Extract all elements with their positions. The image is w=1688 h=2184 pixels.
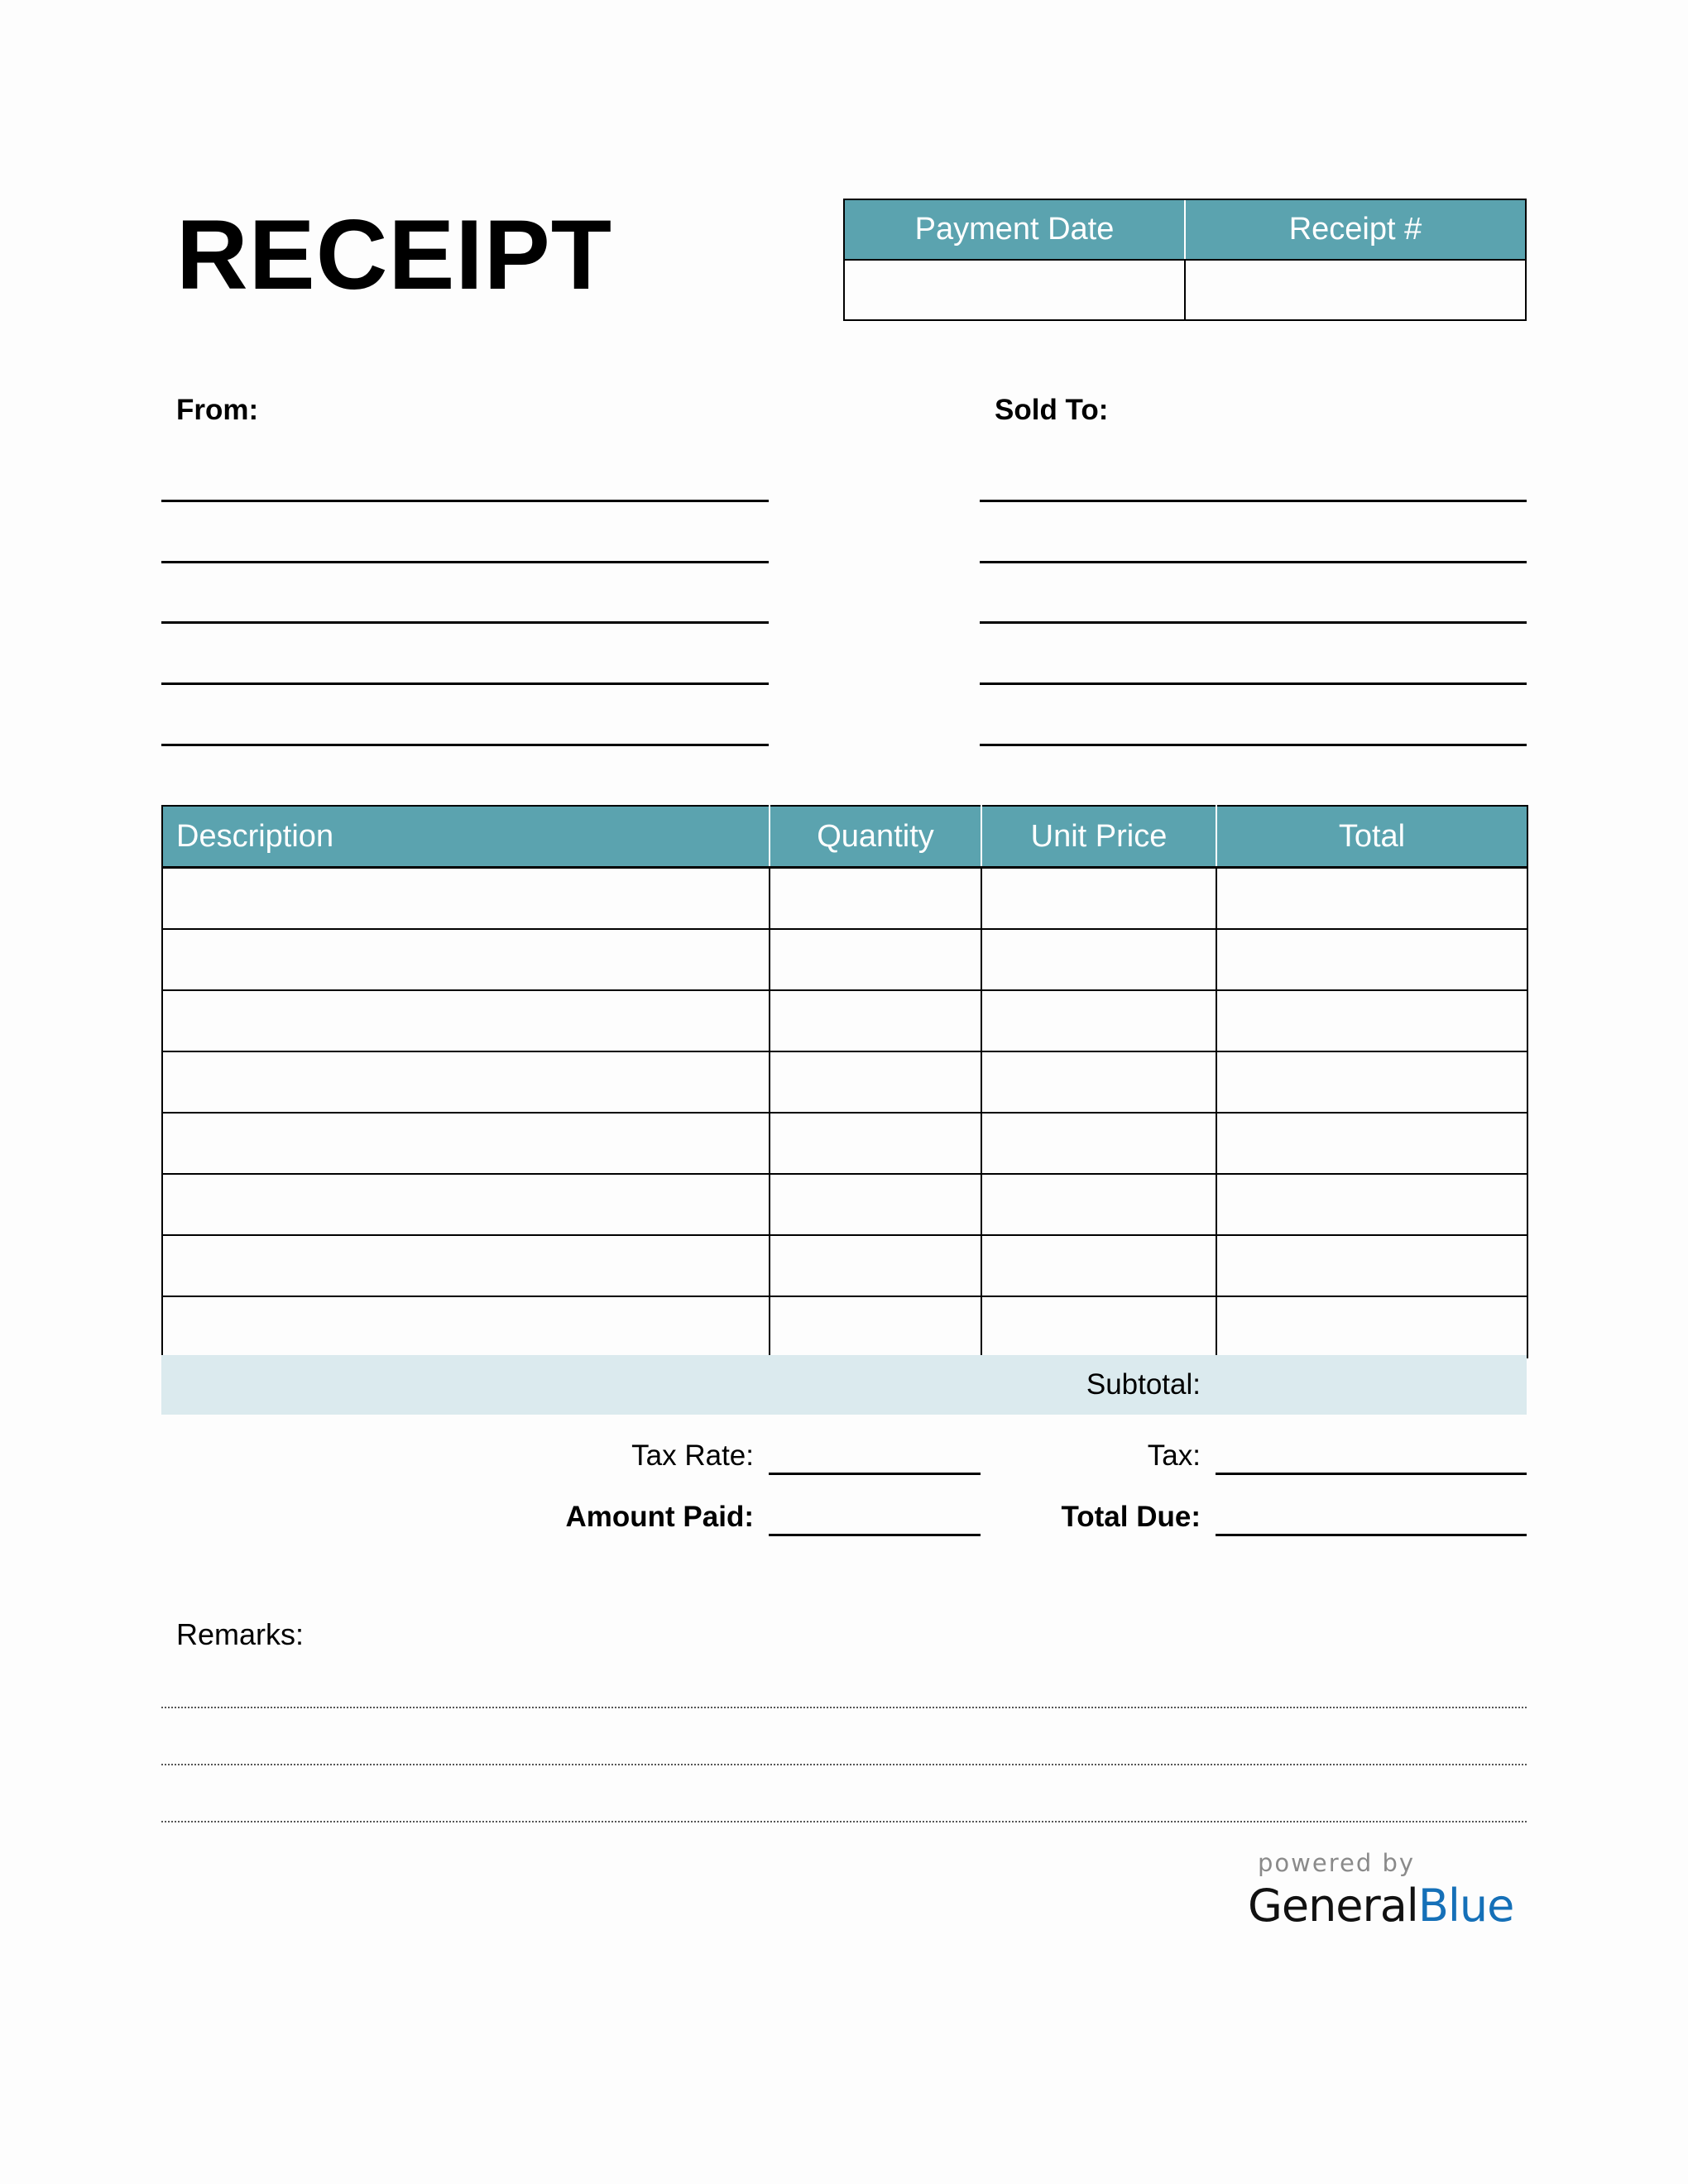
unit-price-cell[interactable] [981,1235,1216,1296]
unit-price-header: Unit Price [981,806,1216,868]
table-row [162,1235,1527,1296]
remarks-line-1[interactable] [161,1707,1527,1708]
tax-rate-label: Tax Rate: [631,1439,754,1472]
table-row [162,1174,1527,1235]
description-cell[interactable] [162,929,770,990]
description-cell[interactable] [162,1174,770,1235]
table-row [162,929,1527,990]
quantity-cell[interactable] [770,990,981,1051]
quantity-cell[interactable] [770,1113,981,1174]
from-line-3[interactable] [161,621,769,624]
powered-by-text: powered by [1258,1849,1416,1877]
total-cell[interactable] [1216,1296,1527,1358]
unit-price-cell[interactable] [981,1051,1216,1113]
unit-price-cell[interactable] [981,1174,1216,1235]
description-cell[interactable] [162,1235,770,1296]
from-line-1[interactable] [161,500,769,502]
total-cell[interactable] [1216,868,1527,930]
total-cell[interactable] [1216,1113,1527,1174]
quantity-cell[interactable] [770,1051,981,1113]
total-cell[interactable] [1216,1235,1527,1296]
description-cell[interactable] [162,1051,770,1113]
total-due-field[interactable] [1216,1534,1527,1536]
items-table [161,805,1528,1358]
total-cell[interactable] [1216,1051,1527,1113]
quantity-cell[interactable] [770,1235,981,1296]
amount-paid-field[interactable] [769,1534,981,1536]
sold-to-line-4[interactable] [980,682,1527,685]
table-row [162,1296,1527,1358]
sold-to-line-5[interactable] [980,744,1527,746]
tax-label: Tax: [1147,1439,1201,1472]
sold-to-line-2[interactable] [980,561,1527,563]
receipt-number-field[interactable] [1184,261,1525,319]
quantity-cell[interactable] [770,1296,981,1358]
remarks-line-2[interactable] [161,1764,1527,1765]
quantity-cell[interactable] [770,868,981,930]
from-line-5[interactable] [161,744,769,746]
tax-rate-field[interactable] [769,1473,981,1475]
quantity-cell[interactable] [770,1174,981,1235]
sold-to-line-1[interactable] [980,500,1527,502]
from-line-4[interactable] [161,682,769,685]
table-row [162,1113,1527,1174]
unit-price-cell[interactable] [981,990,1216,1051]
table-row [162,1051,1527,1113]
tax-field[interactable] [1216,1473,1527,1475]
receipt-number-header: Receipt # [1184,200,1525,259]
total-header: Total [1216,806,1527,868]
subtotal-band [161,1355,1527,1415]
description-cell[interactable] [162,868,770,930]
description-header: Description [162,806,770,868]
quantity-cell[interactable] [770,929,981,990]
payment-info-table [843,199,1527,321]
items-header-row [162,806,1527,868]
from-line-2[interactable] [161,561,769,563]
unit-price-cell[interactable] [981,1113,1216,1174]
total-cell[interactable] [1216,990,1527,1051]
quantity-header: Quantity [770,806,981,868]
unit-price-cell[interactable] [981,868,1216,930]
description-cell[interactable] [162,990,770,1051]
total-cell[interactable] [1216,929,1527,990]
unit-price-cell[interactable] [981,929,1216,990]
payment-date-field[interactable] [845,261,1184,319]
from-label: From: [176,394,259,426]
description-cell[interactable] [162,1296,770,1358]
generalblue-logo [1248,1880,1513,1932]
remarks-line-3[interactable] [161,1821,1527,1822]
description-cell[interactable] [162,1113,770,1174]
table-row [162,990,1527,1051]
sold-to-label: Sold To: [995,394,1109,426]
unit-price-cell[interactable] [981,1296,1216,1358]
page-title: RECEIPT [176,199,613,310]
brand-blue: Blue [1417,1880,1514,1932]
sold-to-line-3[interactable] [980,621,1527,624]
payment-date-header: Payment Date [914,212,1115,247]
total-due-label: Total Due: [1061,1501,1201,1533]
total-cell[interactable] [1216,1174,1527,1235]
brand-general: General [1248,1880,1418,1932]
remarks-label: Remarks: [176,1617,305,1651]
amount-paid-label: Amount Paid: [565,1501,754,1533]
subtotal-label: Subtotal: [1086,1368,1201,1401]
table-row [162,868,1527,930]
